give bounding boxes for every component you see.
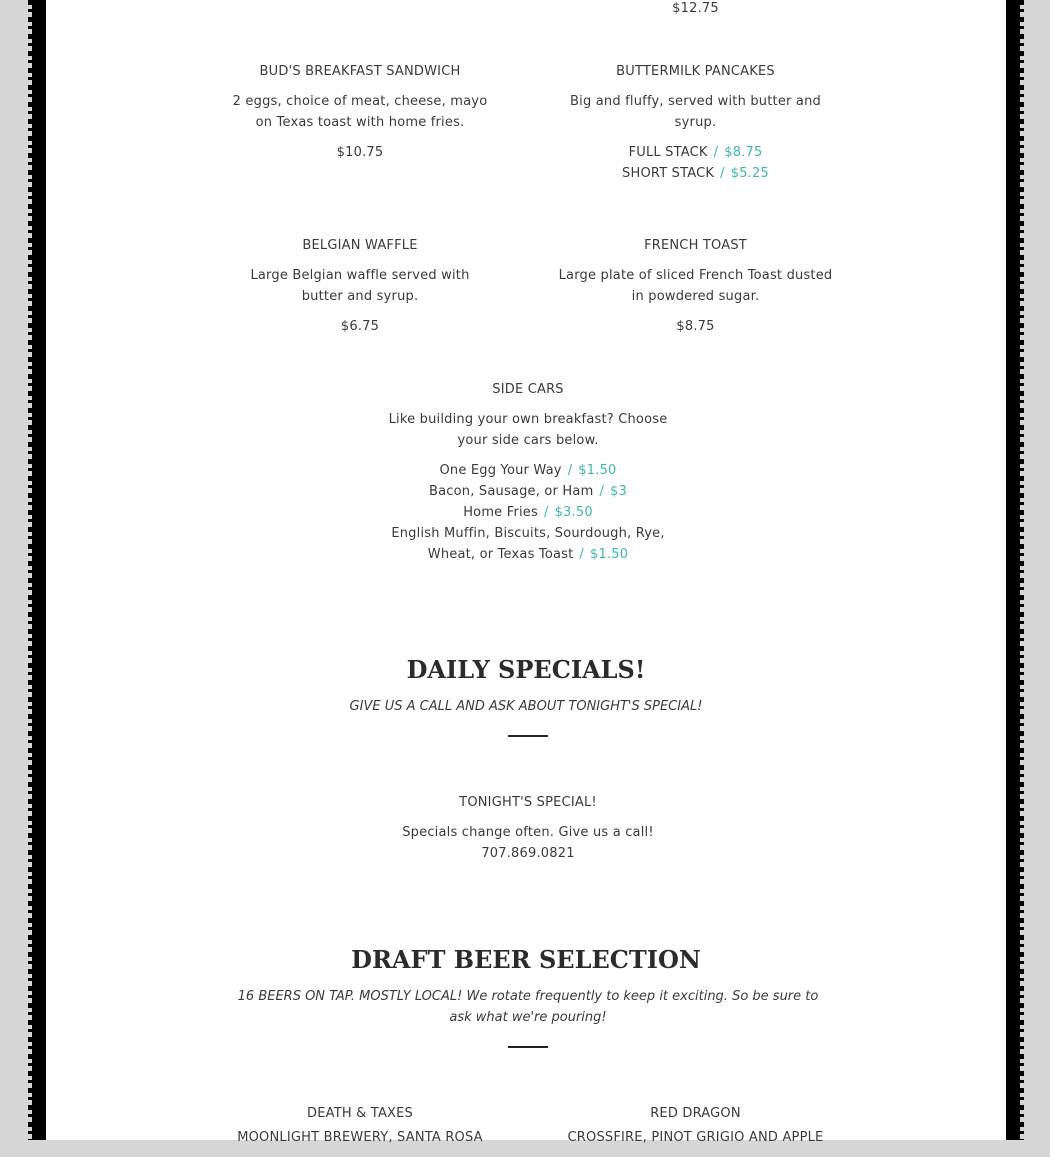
item-name: DEATH & TAXES (306, 1106, 414, 1121)
item-name: BUD'S BREAKFAST SANDWICH (259, 64, 461, 79)
daily-specials-title: DAILY SPECIALS! (406, 655, 646, 684)
item-description: MOONLIGHT BREWERY, SANTA ROSA (237, 1130, 483, 1145)
menu-item-breakfast-sandwich (232, 61, 488, 163)
option-separator: / (579, 547, 584, 562)
option-label: Home Fries (463, 505, 538, 520)
item-option (366, 523, 690, 565)
item-name: SIDE CARS (492, 382, 564, 397)
item-option (366, 502, 690, 523)
option-separator: / (543, 505, 549, 520)
item-description: Large plate of sliced French Toast dusted in powdered sugar. (558, 268, 833, 304)
option-price: $8.75 (724, 145, 763, 160)
item-price: $6.75 (340, 319, 380, 334)
item-name: BUTTERMILK PANCAKES (616, 64, 775, 79)
item-option (558, 142, 833, 163)
torn-border-left (32, 0, 46, 1140)
item-option (366, 460, 690, 481)
option-separator: / (713, 145, 719, 160)
option-price: $1.50 (578, 463, 617, 478)
item-option (366, 481, 690, 502)
menu-item-red-dragon (558, 1103, 833, 1157)
item-price: $8.75 (676, 319, 715, 334)
torn-border-right (1006, 0, 1020, 1140)
item-name: TONIGHT'S SPECIAL! (459, 795, 597, 810)
section-divider (508, 735, 548, 737)
daily-specials-subtitle: GIVE US A CALL AND ASK ABOUT TONIGHT'S SPECIAL! (349, 699, 703, 714)
option-price: $3 (610, 484, 627, 499)
option-label: FULL STACK (628, 145, 708, 160)
option-price: $1.50 (590, 547, 629, 562)
draft-beer-subtitle: 16 BEERS ON TAP. MOSTLY LOCAL! We rotate frequently to keep it exciting. So be sure to ask what we're pouring! (237, 989, 819, 1025)
menu-item-previous (558, 0, 833, 19)
item-description: 2 eggs, choice of meat, cheese, mayo on Texas toast with home fries. (232, 94, 488, 130)
item-name: RED DRAGON (650, 1106, 741, 1121)
item-phone: 707.869.0821 (481, 846, 575, 861)
section-divider (508, 1046, 548, 1048)
item-description: Large Belgian waffle served with butter and syrup. (250, 268, 470, 304)
option-price: $5.25 (730, 166, 769, 181)
option-label: Bacon, Sausage, or Ham (429, 484, 594, 499)
option-separator: / (599, 484, 605, 499)
item-description: Specials change often. Give us a call! (402, 825, 654, 840)
option-label: SHORT STACK (622, 166, 715, 181)
item-price: $10.75 (336, 145, 384, 160)
option-label: One Egg Your Way (439, 463, 562, 478)
item-option (558, 163, 833, 184)
item-description: Like building your own breakfast? Choose your side cars below. (388, 412, 668, 448)
option-label: English Muffin, Biscuits, Sourdough, Rye, Wheat, or Texas Toast (391, 526, 665, 562)
draft-beer-title: DRAFT BEER SELECTION (351, 945, 701, 974)
menu-item-death-and-taxes (232, 1103, 488, 1157)
item-name: FRENCH TOAST (644, 238, 747, 253)
menu-item-tonights-special (366, 792, 690, 864)
item-name: BELGIAN WAFFLE (302, 238, 418, 253)
option-separator: / (567, 463, 573, 478)
menu-item-side-cars (366, 379, 690, 565)
item-description: CROSSFIRE, PINOT GRIGIO AND APPLE (567, 1130, 824, 1145)
item-description: Big and fluffy, served with butter and syrup. (570, 94, 821, 130)
option-separator: / (720, 166, 725, 181)
option-price: $3.50 (554, 505, 593, 520)
menu-item-buttermilk-pancakes (558, 61, 833, 184)
menu-page (46, 0, 1006, 1145)
menu-item-french-toast (558, 235, 833, 337)
menu-item-belgian-waffle (232, 235, 488, 337)
item-price: $12.75 (672, 1, 719, 16)
